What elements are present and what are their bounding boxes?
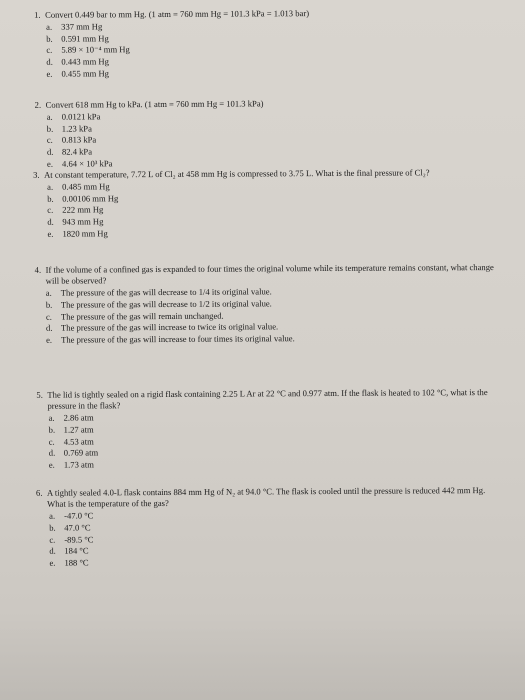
option-text: 0.443 mm Hg xyxy=(61,56,109,67)
answer-options xyxy=(49,410,499,471)
option-text: 0.591 mm Hg xyxy=(61,33,109,44)
option-text: 2.86 atm xyxy=(63,412,94,424)
option-letter: d. xyxy=(47,216,54,227)
answer-options xyxy=(46,285,497,346)
option-text: 0.00106 mm Hg xyxy=(62,193,119,204)
question-6 xyxy=(36,485,504,569)
option-letter: d. xyxy=(45,322,53,333)
option-text: 337 mm Hg xyxy=(61,21,103,32)
option-letter: b. xyxy=(48,424,56,435)
option-letter: b. xyxy=(49,522,56,533)
answer-option xyxy=(46,332,497,346)
question-stem xyxy=(36,387,498,412)
option-text: 82.4 kPa xyxy=(61,146,93,157)
option-text: 1.73 atm xyxy=(63,459,94,470)
option-letter: e. xyxy=(49,557,56,568)
question-text: A tightly sealed 4.0-L flask contains 884 mm Hg of N₂ at 94.0 °C. The flask is cooled until the pressure is reduced 442 mm Hg. What is the temperature of the gas? xyxy=(46,485,486,509)
option-text: 1820 mm Hg xyxy=(62,227,108,239)
answer-options xyxy=(49,508,504,569)
question-text: At constant temperature, 7.72 L of Cl₂ at 458 mm Hg is compressed to 3.75 L. What is the final pressure of Cl₂? xyxy=(44,167,430,180)
option-text: The pressure of the gas will remain unchanged. xyxy=(60,310,224,322)
option-letter: d. xyxy=(46,56,53,67)
option-text: 0.769 atm xyxy=(63,447,99,458)
question-2 xyxy=(35,97,495,170)
answer-option xyxy=(46,66,494,80)
option-letter: d. xyxy=(46,146,54,157)
option-text: 0.485 mm Hg xyxy=(62,181,110,192)
answer-option xyxy=(49,555,504,569)
option-letter: a. xyxy=(48,413,55,424)
question-number: 6. xyxy=(35,487,43,498)
answer-options xyxy=(46,19,494,80)
option-text: 0.0121 kPa xyxy=(61,111,101,122)
option-text: 4.64 × 10³ kPa xyxy=(61,157,113,169)
option-letter: e. xyxy=(46,158,53,169)
question-stem xyxy=(36,485,504,510)
option-text: 222 mm Hg xyxy=(62,204,104,216)
option-letter: a. xyxy=(46,111,53,122)
question-number: 4. xyxy=(34,264,42,275)
question-text: If the volume of a confined gas is expanded to four times the original volume while its temperature remains constant, what change will be observed? xyxy=(45,261,494,286)
option-text: 47.0 °C xyxy=(64,522,91,533)
option-letter: c. xyxy=(47,205,54,216)
question-3 xyxy=(33,167,497,240)
option-letter: e. xyxy=(47,228,54,239)
option-letter: d. xyxy=(49,545,56,556)
paper-shadow xyxy=(0,610,525,700)
answer-option xyxy=(47,226,497,240)
option-letter: c. xyxy=(48,436,55,447)
question-text: The lid is tightly sealed on a rigid flask containing 2.25 L Ar at 22 °C and 0.977 atm. If the flask is heated to 102 °C, what is the pressure in the flask? xyxy=(47,387,488,411)
option-letter: e. xyxy=(46,334,53,345)
option-letter: e. xyxy=(48,459,55,470)
question-number: 2. xyxy=(34,99,42,110)
question-text: Convert 618 mm Hg to kPa. (1 atm = 760 mm Hg = 101.3 kPa) xyxy=(45,98,264,110)
option-text: The pressure of the gas will decrease to 1/4 its original value. xyxy=(60,286,272,299)
option-letter: b. xyxy=(46,33,53,44)
answer-options xyxy=(47,109,495,170)
answer-option xyxy=(49,457,499,471)
option-text: -89.5 °C xyxy=(64,534,94,545)
option-letter: e. xyxy=(46,68,53,79)
option-text: 943 mm Hg xyxy=(62,216,104,227)
option-letter: b. xyxy=(45,299,53,310)
option-text: 1.23 kPa xyxy=(61,123,92,134)
question-text: Convert 0.449 bar to mm Hg. (1 atm = 760 mm Hg = 101.3 kPa = 1.013 bar) xyxy=(45,8,310,20)
option-text: -47.0 °C xyxy=(64,510,94,522)
question-stem xyxy=(35,262,497,287)
question-5 xyxy=(36,387,498,471)
option-letter: c. xyxy=(46,135,53,146)
option-text: 0.813 kPa xyxy=(61,134,97,146)
option-text: 0.455 mm Hg xyxy=(61,67,109,79)
option-text: 1.27 atm xyxy=(63,424,94,435)
question-number: 3. xyxy=(33,169,40,180)
option-text: 5.89 × 10⁻⁴ mm Hg xyxy=(61,44,130,56)
question-number: 1. xyxy=(34,9,41,20)
option-letter: a. xyxy=(49,511,56,522)
option-letter: a. xyxy=(45,288,52,299)
option-letter: d. xyxy=(48,447,56,458)
option-letter: c. xyxy=(45,311,52,322)
option-text: 4.53 atm xyxy=(63,436,94,447)
option-text: The pressure of the gas will increase to four times its original value. xyxy=(61,332,295,345)
question-number: 5. xyxy=(36,389,43,400)
option-letter: b. xyxy=(46,123,54,134)
option-letter: c. xyxy=(49,534,56,545)
question-1 xyxy=(34,7,494,80)
option-text: The pressure of the gas will increase to twice its original value. xyxy=(60,321,279,333)
question-4 xyxy=(35,262,497,346)
option-letter: a. xyxy=(46,21,53,32)
option-letter: a. xyxy=(47,181,54,192)
option-text: 188 °C xyxy=(64,557,89,568)
option-letter: c. xyxy=(46,45,53,56)
option-text: 184 °C xyxy=(64,545,89,556)
option-text: The pressure of the gas will decrease to 1/2 its original value. xyxy=(60,298,272,310)
option-letter: b. xyxy=(47,193,54,204)
answer-options xyxy=(47,179,497,240)
